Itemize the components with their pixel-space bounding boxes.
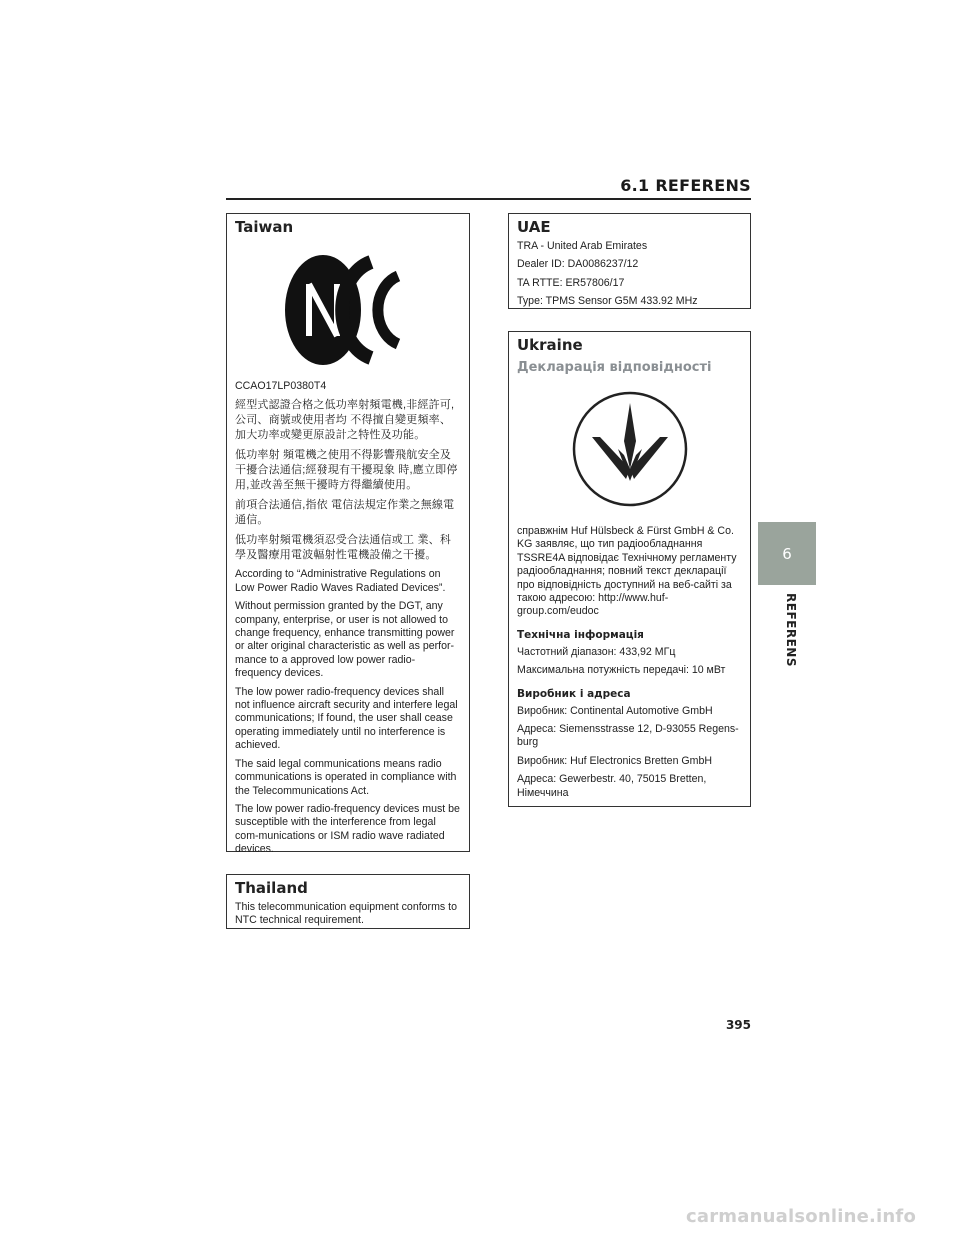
taiwan-en-paragraph: According to “Administrative Regulations on Low Power Radio Waves Radiated Devices”. [235, 568, 446, 594]
ukraine-subtitle: Декларація відповідності [517, 360, 712, 375]
taiwan-cjk-paragraph: 前項合法通信,指依 電信法規定作業之無線電通信。 [235, 499, 455, 527]
uae-title: UAE [517, 218, 551, 236]
taiwan-cjk-paragraph: 低功率射 頻電機之使用不得影響飛航安全及干擾合法通信;經發現有干擾現象 時,應立即停用,並改善至無干擾時方得繼續使用。 [235, 449, 458, 492]
taiwan-en-paragraph: The low power radio-frequency devices shall not influence aircraft security and interfere legal communications; If found, the user shall cease operating immediately until no interference is achieved. [235, 685, 458, 752]
ukraine-maker-line: Виробник: Continental Automotive GmbH [517, 704, 713, 717]
taiwan-en-paragraph: The said legal communications means radio communications is operated in compliance with the Telecommunications Act. [235, 757, 457, 797]
ukrsepro-conformity-mark-icon [517, 389, 742, 509]
taiwan-cert-id: CCAO17LP0380T4 [235, 380, 327, 392]
ukraine-maker-line: Адреса: Siemensstrasse 12, D-93055 Regens-burg [517, 723, 739, 749]
thailand-box [226, 874, 470, 929]
thailand-title: Thailand [235, 879, 308, 897]
ukraine-box [508, 331, 751, 807]
taiwan-title: Taiwan [235, 218, 294, 236]
uae-line: Type: TPMS Sensor G5M 433.92 MHz [517, 295, 698, 308]
ukraine-maker-heading: Виробник і адреса [517, 687, 631, 700]
chapter-tab [758, 522, 816, 585]
header-rule [226, 198, 751, 200]
uae-line: Dealer ID: DA0086237/12 [517, 258, 639, 271]
ukraine-tech-line: Максимальна потужність передачі: 10 мВт [517, 664, 726, 677]
uae-line: TRA - United Arab Emirates [517, 240, 648, 252]
chapter-number: 6 [782, 544, 792, 563]
taiwan-cjk-paragraph: 低功率射頻電機須忍受合法通信或工 業、科學及醫療用電波輻射性電機設備之干擾。 [235, 534, 452, 562]
taiwan-en-paragraph: Without permission granted by the DGT, any company, enterprise, or user is not allowed to change frequency, enhance transmitting power or alter original characteristic as well as perfor-mance to a approved low power radio-frequency devices. [235, 600, 455, 680]
watermark: carmanualsonline.info [686, 1206, 917, 1227]
chapter-label: REFERENS [784, 593, 798, 667]
ncc-logo-icon [235, 254, 461, 366]
taiwan-cjk-paragraph: 經型式認證合格之低功率射頻電機,非經許可,公司、商號或使用者均 不得擅自變更頻率、加大功率或變更原設計之特性及功能。 [235, 399, 455, 442]
ukraine-tech-line: Частотний діапазон: 433,92 МГц [517, 645, 676, 658]
uae-box [508, 213, 751, 309]
ukraine-tech-heading: Технічна інформація [517, 628, 644, 641]
taiwan-en-paragraph: The low power radio-frequency devices must be susceptible with the interference from legal com-munications or ISM radio wave radiated devices. [235, 802, 460, 856]
uae-line: TA RTTE: ER57806/17 [517, 276, 625, 289]
ukraine-maker-line: Адреса: Gewerbestr. 40, 75015 Bretten, Німеччина [517, 773, 707, 799]
ukraine-maker-line: Виробник: Huf Electronics Bretten GmbH [517, 754, 713, 767]
thailand-text: This telecommunication equipment conforms to NTC technical requirement. [235, 901, 457, 927]
taiwan-box [226, 213, 470, 856]
section-title: 6.1 REFERENS [620, 176, 751, 195]
ukraine-declaration: справжнім Huf Hülsbeck & Fürst GmbH & Co. KG заявляє, що тип радіообладнання TSSRE4A відповідає Технічному регламенту радіообладнання; повний текст декларації про відповідність доступний на веб-сайті за такою адресою: http://www.huf-group.com/eudoc [517, 525, 737, 618]
ukraine-title: Ukraine [517, 336, 583, 354]
page-number: 395 [725, 1018, 751, 1032]
